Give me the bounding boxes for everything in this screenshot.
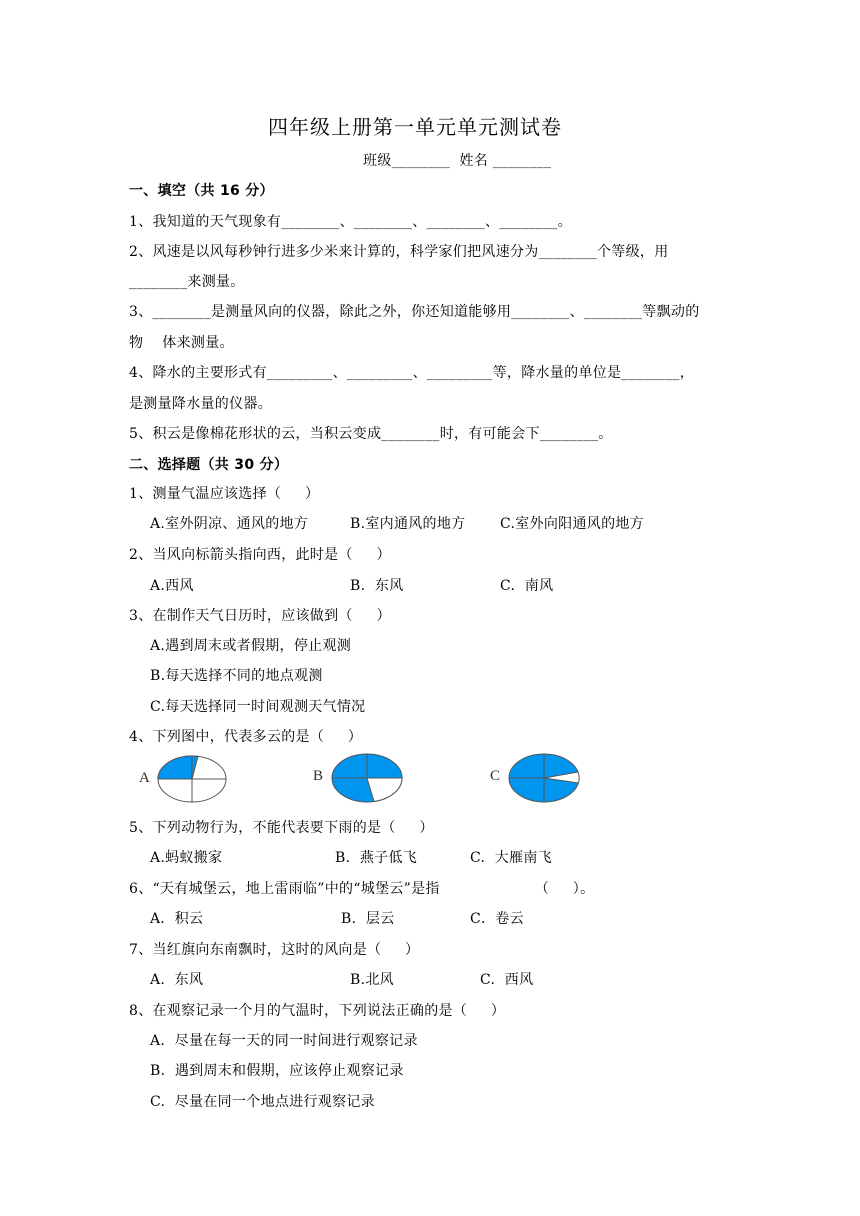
fill-line-4: 3、________是测量风向的仪器，除此之外，你还知道能够用________、________等飘动的 [129,304,700,320]
q2-option-a: A.西风 [150,578,194,594]
question-6: 6、“天有城堡云，地上雷雨临”中的“城堡云”是指 （ ）。 [129,881,595,897]
q2-option-c: C. 南风 [500,578,554,594]
q8-option-b: B. 遇到周末和假期，应该停止观察记录 [150,1063,404,1079]
q5-option-c: C. 大雁南飞 [470,850,552,866]
q7-option-c: C. 西风 [480,972,534,988]
cloud-cover-figure-c [507,752,581,804]
cloud-cover-figure-b [330,752,404,804]
q7-option-b: B.北风 [350,972,394,988]
fill-line-5: 物 体来测量。 [129,335,234,351]
section2-heading: 二、选择题（共 30 分） [129,457,289,473]
q1-option-b: B.室内通风的地方 [350,516,466,532]
pie-label-a: A [139,770,150,786]
q8-option-a: A. 尽量在每一天的同一时间进行观察记录 [150,1033,418,1049]
q1-option-a: A.室外阴凉、通风的地方 [150,516,309,532]
q5-option-b: B. 燕子低飞 [335,850,418,866]
q6-option-c: C．卷云 [470,911,524,927]
cloud-cover-figure-a [156,754,228,804]
pie-label-c: C [490,768,501,784]
q3-option-c: C.每天选择同一时间观测天气情况 [150,699,366,715]
question-1: 1、测量气温应该选择（ ） [129,486,320,502]
question-3: 3、在制作天气日历时，应该做到（ ） [129,608,391,624]
q7-option-a: A. 东风 [150,972,204,988]
q8-option-c: C. 尽量在同一个地点进行观察记录 [150,1094,375,1110]
q6-option-b: B．层云 [341,911,395,927]
question-2: 2、当风向标箭头指向西，此时是（ ） [129,547,391,563]
fill-line-3: ________来测量。 [129,274,245,290]
q5-option-a: A.蚂蚁搬家 [150,850,223,866]
q2-option-b: B. 东风 [350,578,404,594]
q1-option-c: C.室外向阳通风的地方 [500,516,644,532]
q6-option-a: A．积云 [150,911,204,927]
pie-label-b: B [313,768,324,784]
question-7: 7、当红旗向东南飘时，这时的风向是（ ） [129,942,420,958]
q3-option-a: A.遇到周末或者假期，停止观测 [150,638,352,654]
question-5: 5、下列动物行为，不能代表要下雨的是（ ） [129,820,434,836]
fill-line-8: 5、积云是像棉花形状的云，当积云变成________时，有可能会下________。 [129,426,613,442]
q3-option-b: B.每天选择不同的地点观测 [150,668,323,684]
fill-line-7: 是测量降水量的仪器。 [129,396,272,412]
fill-line-6: 4、降水的主要形式有_________、_________、_________等，降水量的单位是________， [129,365,695,381]
fill-line-2: 2、风速是以风每秒钟行进多少米来计算的，科学家们把风速分为________个等级，用 [129,244,669,260]
class-name-line: 班级________ 姓名 ________ [363,153,552,169]
fill-line-1: 1、我知道的天气现象有________、________、________、________。 [129,214,573,230]
page-title: 四年级上册第一单元单元测试卷 [268,115,562,139]
section1-heading: 一、填空（共 16 分） [129,183,274,199]
question-4: 4、下列图中，代表多云的是（ ） [129,729,363,745]
question-8: 8、在观察记录一个月的气温时，下列说法正确的是（ ） [129,1003,506,1019]
